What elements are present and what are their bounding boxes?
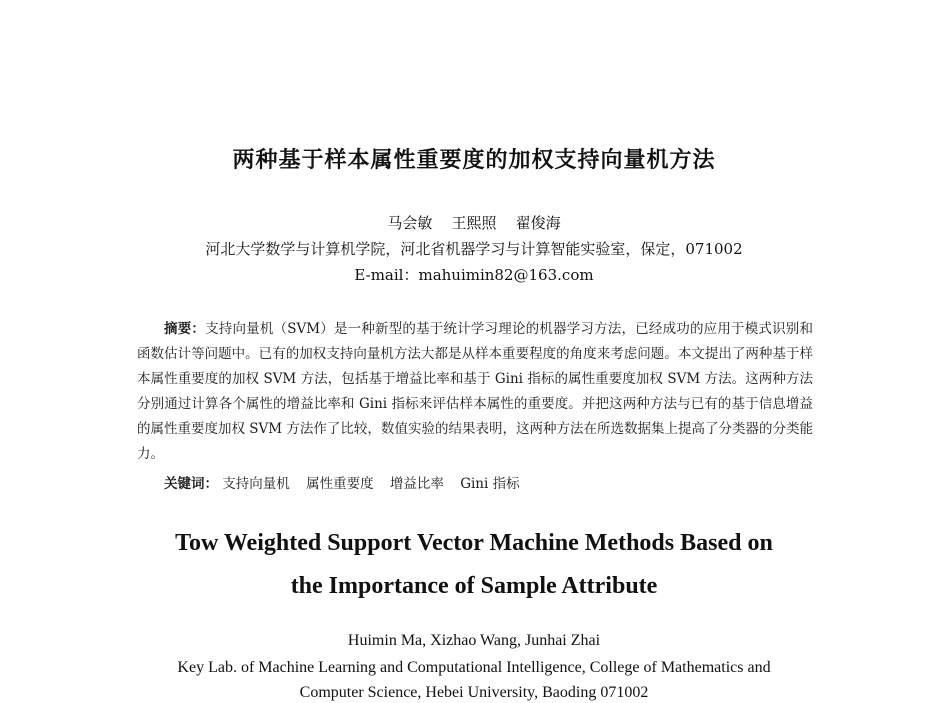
chinese-title: 两种基于样本属性重要度的加权支持向量机方法 — [232, 148, 716, 173]
abstract-label: 摘要： — [164, 321, 206, 337]
author-email: E-mail：mahuimin82@163.com — [354, 266, 594, 284]
keyword: 支持向量机 — [222, 476, 290, 492]
keyword: 属性重要度 — [306, 476, 374, 492]
abstract-text: 支持向量机（SVM）是一种新型的基于统计学习理论的机器学习方法，已经成功的应用于模式识别和函数估计等问题中。已有的加权支持向量机方法大都是从样本重要程度的角度来考虑问题。本文提出了两种基于样本属性重要度的加权 SVM 方法，包括基于增益比率和基于 Gini 指标的属性重要度加权 SVM 方法。这两种方法分别通过计算各个属性的增益比率和 Gini 指标来评估样本属性的重要度。并把这两种方法与已有的基于信息增益的属性重要度加权 SVM 方法作了比较，数值实验的结果表明，这两种方法在所选数据集上提高了分类器的分类能力。 — [137, 321, 813, 462]
english-authors: Huimin Ma, Xizhao Wang, Junhai Zhai — [347, 632, 601, 649]
english-title-line-1: Tow Weighted Support Vector Machine Methods Based on — [175, 530, 773, 556]
english-affiliation-line-2: Computer Science, Hebei University, Baoding 071002 — [299, 684, 649, 701]
chinese-affiliation: 河北大学数学与计算机学院，河北省机器学习与计算智能实验室，保定，071002 — [205, 240, 743, 258]
chinese-abstract — [137, 317, 813, 467]
keyword: Gini 指标 — [460, 476, 520, 492]
english-title-line-2: the Importance of Sample Attribute — [290, 573, 658, 599]
keywords-label: 关键词： — [164, 476, 218, 492]
english-affiliation-line-1: Key Lab. of Machine Learning and Computational Intelligence, College of Mathematics and — [177, 659, 771, 676]
chinese-authors: 马会敏 王熙照 翟俊海 — [387, 214, 561, 232]
chinese-keywords — [164, 472, 532, 492]
keyword: 增益比率 — [389, 476, 444, 492]
